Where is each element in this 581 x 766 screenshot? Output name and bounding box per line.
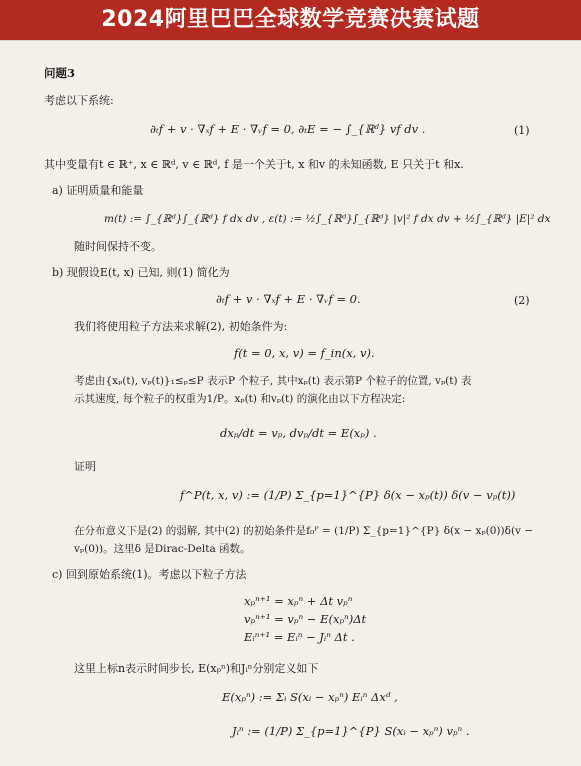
scheme-step-e: Eᵢⁿ⁺¹ = Eᵢⁿ − Jᵢⁿ Δt .: [244, 630, 355, 644]
weak-solution-line1: 在分布意义下是(2) 的弱解, 其中(2) 的初始条件是f₀ᴾ = (1/P) Σ_{p=1}^{P} δ(x − xₚ(0))δ(v −: [74, 525, 534, 537]
part-c-label: c) 回到原始系统(1)。考虑以下粒子方法: [52, 568, 247, 581]
equation-1-number: (1): [514, 124, 530, 137]
document-page: [0, 40, 581, 766]
current-deposition: Jᵢⁿ := (1/P) Σ_{p=1}^{P} S(xᵢ − xₚⁿ) vₚⁿ .: [232, 724, 470, 738]
part-b-label: b) 现假设E(t, x) 已知, 则(1) 简化为: [52, 266, 230, 279]
equation-1: ∂ₜf + v · ∇ₓf + E · ∇ᵥf = 0, ∂ₜE = − ∫_{ℝᵈ} vf dv .: [150, 122, 426, 136]
empirical-distribution: f^P(t, x, v) := (1/P) Σ_{p=1}^{P} δ(x − xₚ(t)) δ(v − vₚ(t)): [180, 488, 516, 502]
part-b-method-text: 我们将使用粒子方法来求解(2), 初始条件为:: [74, 320, 288, 333]
top-divider: [0, 40, 581, 41]
variables-description: 其中变量有t ∈ ℝ⁺, x ∈ ℝᵈ, v ∈ ℝᵈ, f 是一个关于t, x 和v 的未知函数, E 只关于t 和x.: [44, 158, 464, 171]
particle-ode: dxₚ/dt = vₚ, dvₚ/dt = E(xₚ) .: [220, 426, 377, 440]
particle-description-line1: 考虑由{xₚ(t), vₚ(t)}₁≤ₚ≤P 表示P 个粒子, 其中xₚ(t) 表示第P 个粒子的位置, vₚ(t) 表: [74, 375, 472, 387]
weak-solution-line2: vₚ(0))。这里δ 是Dirac-Delta 函数。: [74, 543, 251, 555]
part-c-definition-text: 这里上标n表示时间步长, E(xₚⁿ)和Jᵢⁿ分别定义如下: [74, 662, 319, 675]
intro-text: 考虑以下系统:: [44, 94, 114, 107]
mass-energy-equation: m(t) := ∫_{ℝᵈ}∫_{ℝᵈ} f dx dv , ε(t) := ½∫_{ℝᵈ}∫_{ℝᵈ} |v|² f dx dv + ½∫_{ℝᵈ} |E|² dx: [104, 213, 551, 225]
equation-2: ∂ₜf + v · ∇ₓf + E · ∇ᵥf = 0.: [216, 292, 361, 306]
part-a-conclusion: 随时间保持不变。: [74, 240, 162, 253]
prove-label: 证明: [74, 460, 96, 473]
problem-title: 问题3: [44, 66, 76, 80]
scheme-step-x: xₚⁿ⁺¹ = xₚⁿ + Δt vₚⁿ: [244, 594, 353, 608]
scheme-step-v: vₚⁿ⁺¹ = vₚⁿ − E(xₚⁿ)Δt: [244, 612, 367, 626]
particle-description-line2: 示其速度, 每个粒子的权重为1/P。xₚ(t) 和vₚ(t) 的演化由以下方程决定:: [74, 393, 406, 405]
exam-title: 2024阿里巴巴全球数学竞赛决赛试题: [101, 7, 480, 32]
initial-condition: f(t = 0, x, v) = f_in(x, v).: [234, 346, 375, 360]
exam-title-banner: [0, 0, 581, 40]
part-a-label: a) 证明质量和能量: [52, 184, 144, 197]
equation-2-number: (2): [514, 294, 530, 307]
field-interpolation: E(xₚⁿ) := Σᵢ S(xᵢ − xₚⁿ) Eᵢⁿ Δxᵈ ,: [222, 690, 398, 704]
